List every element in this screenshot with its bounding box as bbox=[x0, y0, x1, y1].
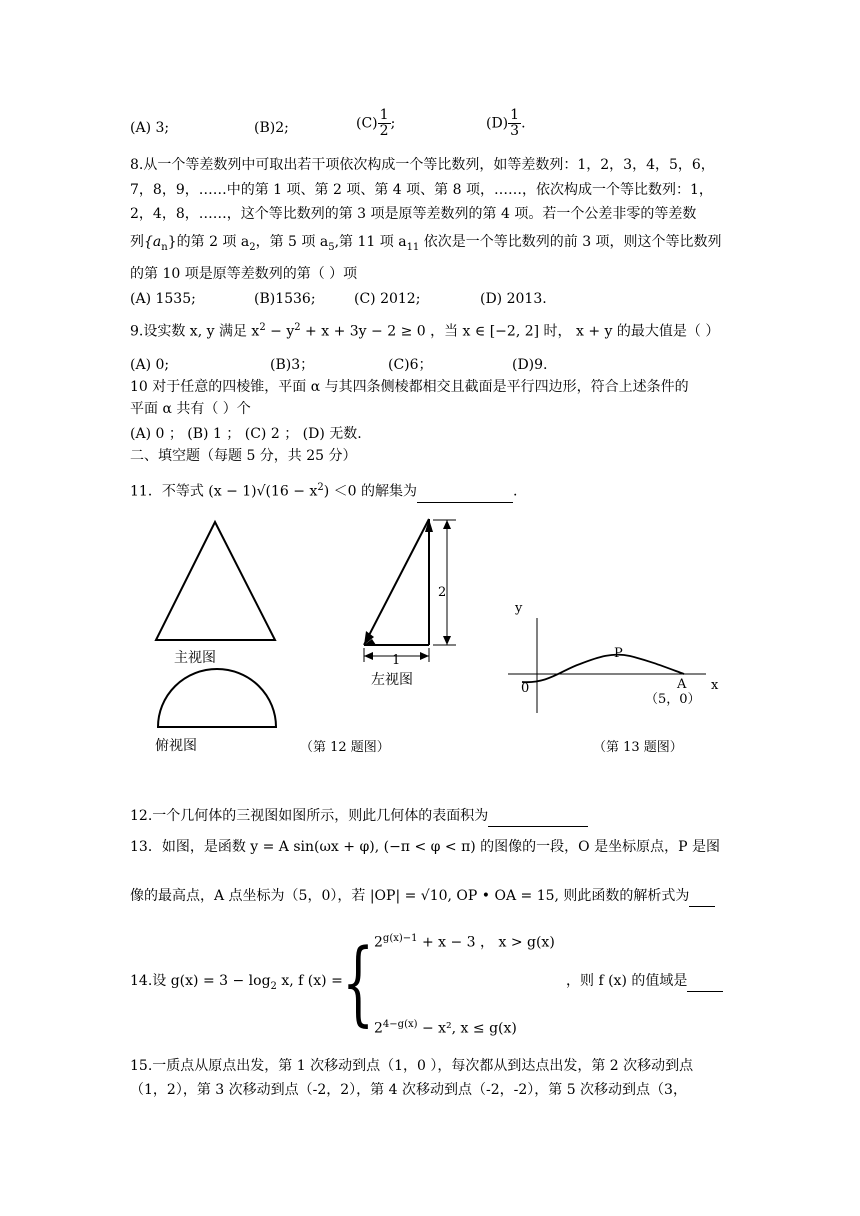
y-axis-label: y bbox=[515, 601, 523, 616]
q10-options: (A) 0 ； (B) 1 ； (C) 2 ； (D) 无数. bbox=[130, 426, 362, 442]
q14-stem: 14.设 $g(x) = 3 - \log_2 x$, f (x) = bbox=[130, 973, 343, 992]
q13-line-1: 13．如图，是函数 y = A sin(ωx + φ), (−π < φ < π) 的图像的一段，O 是坐标原点，P 是图 bbox=[130, 839, 720, 855]
q8-option-c: (C) 2012; bbox=[354, 291, 421, 307]
point-a-coordinate: （5，0） bbox=[645, 692, 701, 707]
q10-line-2: 平面 α 共有（ ）个 bbox=[130, 401, 251, 417]
dimension-height-label: 2 bbox=[438, 585, 447, 600]
q9-option-d: (D)9. bbox=[512, 357, 548, 373]
q7-option-a: (A) 3; bbox=[130, 120, 170, 136]
q15-line-1: 15.一质点从原点出发，第 1 次移动到点（1，0 ），每次都从到达点出发，第 2 次移动到点 bbox=[130, 1058, 694, 1074]
arrowhead bbox=[364, 652, 373, 660]
main-view-label: 主视图 bbox=[174, 650, 216, 666]
q7-option-c: (C) $\frac{1}{2}$ ; bbox=[356, 107, 396, 139]
origin-label: 0 bbox=[521, 681, 530, 696]
q8-option-a: (A) 1535; bbox=[130, 291, 196, 307]
q8-line-1: 8.从一个等差数列中可取出若干项依次构成一个等比数列，如等差数列：1，2，3，4，5，6， bbox=[130, 157, 715, 173]
q8-line-4: 列$\{a_n\}$的第 2 项 $a_2$，第 5 项 $a_5$,第 11 项 $a_{11}$ 依次是一个等比数列的前 3 项，则这个等比数列 bbox=[130, 234, 722, 253]
figure-12-caption: （第 12 题图） bbox=[300, 740, 390, 755]
q13-line-2: 像的最高点，A 点坐标为（5，0），若 |OP| = √10, OP • OA = 15, 则此函数的解析式为 bbox=[130, 886, 715, 907]
left-view-label: 左视图 bbox=[371, 672, 413, 688]
q14-tail: ，则 f (x) 的值域是 bbox=[566, 971, 723, 992]
arrowhead bbox=[443, 636, 451, 645]
fraction: $\frac{1}{2}$ bbox=[379, 107, 389, 139]
point-p-label: P bbox=[614, 646, 623, 661]
q9-option-c: (C)6； bbox=[388, 357, 433, 373]
q15-line-2: （1，2），第 3 次移动到点（-2，2），第 4 次移动到点（-2，-2），第 5 次移动到点（3， bbox=[130, 1082, 687, 1098]
section-heading: 二、填空题（每题 5 分，共 25 分） bbox=[130, 448, 357, 464]
arrowhead bbox=[420, 652, 429, 660]
q9-stem: 9.设实数 x, y 满足 $x^2 - y^2 + x + 3y - 2 \ge 0$ ，当 x ∈ [−2, 2] 时， x + y 的最大值是（ ） bbox=[130, 322, 720, 340]
q10-line-1: 10 对于任意的四棱锥，平面 α 与其四条侧棱都相交且截面是平行四边形，符合上述条件的 bbox=[130, 379, 689, 395]
q7-option-d: (D) $\frac{1}{3}$ . bbox=[486, 107, 526, 139]
x-axis-label: x bbox=[711, 678, 719, 693]
q8-line-5: 的第 10 项是原等差数列的第（ ）项 bbox=[130, 266, 358, 282]
q11-stem: 11．不等式 $(x - 1)√(16 - x^2) <0$ 的解集为 . bbox=[130, 478, 517, 503]
q9-option-a: (A) 0; bbox=[130, 357, 170, 373]
dimension-width-label: 1 bbox=[392, 653, 401, 668]
q8-option-d: (D) 2013. bbox=[480, 291, 547, 307]
q8-line-2: 7，8，9，……中的第 1 项、第 2 项、第 4 项、第 8 项，……，依次构成一个等比数列：1， bbox=[130, 182, 713, 198]
top-view-label: 俯视图 bbox=[155, 738, 197, 754]
q12-stem: 12.一个几何体的三视图如图所示，则此几何体的表面积为 bbox=[130, 806, 588, 827]
answer-blank bbox=[689, 886, 715, 907]
q7-option-b: (B)2; bbox=[254, 120, 289, 136]
top-view-semicircle bbox=[158, 669, 276, 727]
answer-blank bbox=[687, 971, 723, 992]
q9-option-b: (B)3； bbox=[270, 357, 315, 373]
q14-case-2: $2^{4-g(x)} - x^2$, x ≤ g(x) bbox=[374, 1019, 517, 1037]
point-a-label: A bbox=[677, 677, 687, 692]
piecewise-brace: { bbox=[342, 929, 375, 1036]
answer-blank bbox=[488, 806, 588, 827]
main-view-triangle bbox=[156, 522, 275, 640]
q14-case-1: $2^{g(x)-1} + x - 3$ ， x > g(x) bbox=[374, 933, 555, 951]
arrowhead bbox=[443, 520, 451, 529]
q8-option-b: (B)1536; bbox=[254, 291, 316, 307]
left-view-edge bbox=[364, 519, 429, 645]
q8-line-3: 2，4，8，……，这个等比数列的第 3 项是原等差数列的第 4 项。若一个公差非零的等差数 bbox=[130, 206, 697, 222]
fraction: $\frac{1}{3}$ bbox=[510, 107, 520, 139]
sine-curve bbox=[522, 655, 684, 683]
figure-13-caption: （第 13 题图） bbox=[593, 740, 683, 755]
